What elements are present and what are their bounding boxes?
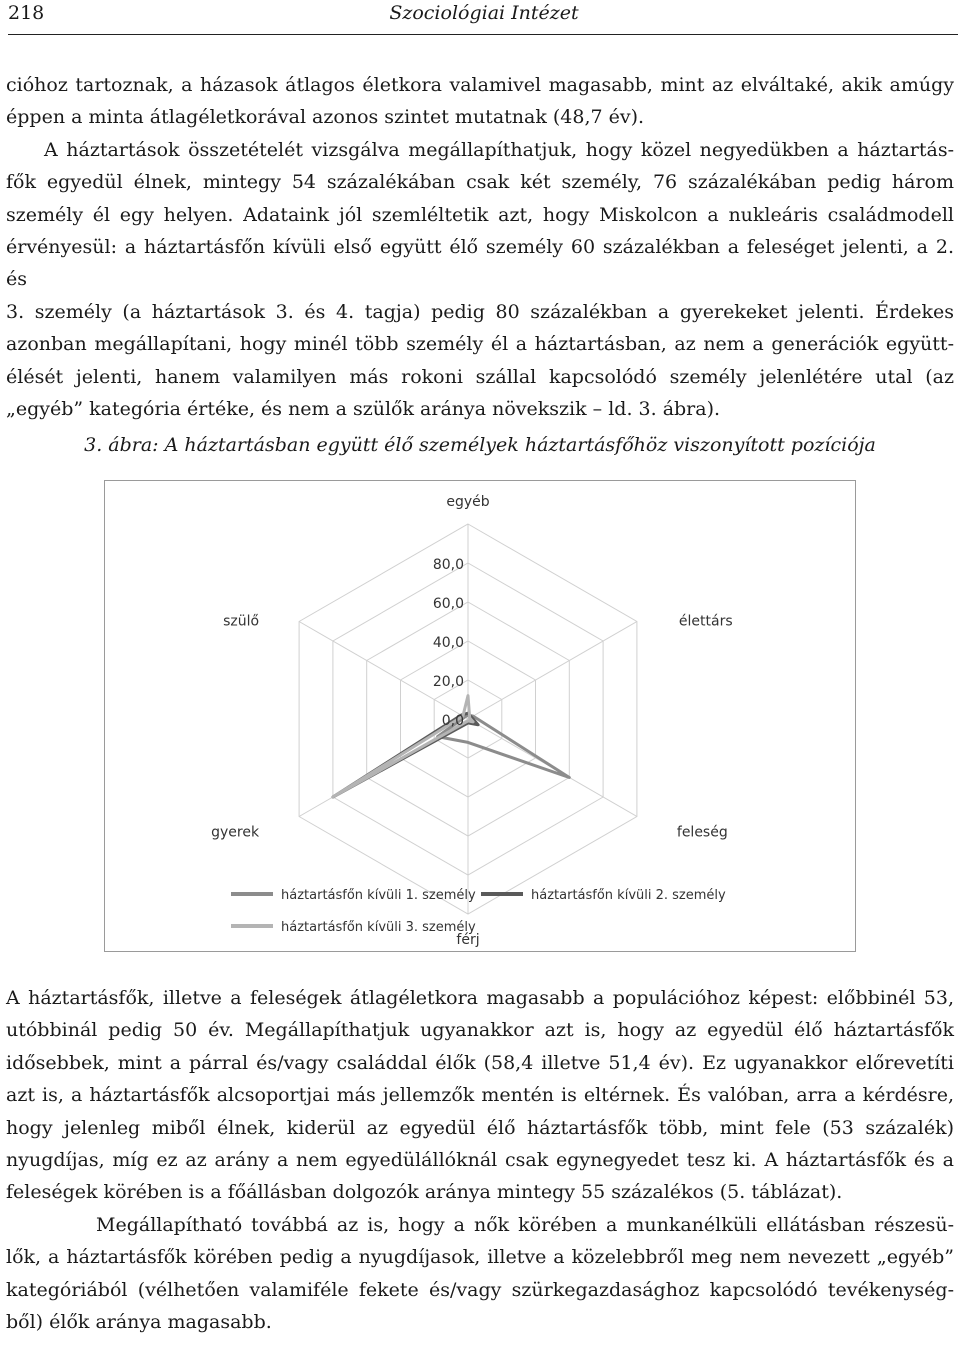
legend-label: háztartásfőn kívüli 2. személy [531,888,726,903]
figure-caption: 3. ábra: A háztartásban együtt élő személyek háztartásfőhöz viszonyított pozíciója [84,434,876,456]
grid-spoke [468,622,637,720]
category-label: feleség [676,824,728,841]
legend-label: háztartásfőn kívüli 1. személy [281,888,476,903]
tick-label: 80,0 [432,557,464,573]
chart-grid [299,524,637,914]
page-header [4,0,954,36]
radar-chart-frame [104,480,856,952]
text-line: ből) élők aránya magasabb. [6,1311,272,1334]
text-line: 3. személy (a háztartások 3. és 4. tagja) pedig 80 százalékban a gyerekeket jelenti. Érdekes [6,300,954,323]
text-line: érvényesül: a háztartásfőn kívüli első együtt élő személy 60 százalékban a feleséget jelenti, a 2. és [6,236,954,291]
category-label: férj [456,932,480,948]
text-line: élését jelenti, hanem valamilyen más rokoni szállal kapcsolódó személy jelenlétére utal (az [6,365,954,388]
text-line: Megállapítható továbbá az is, hogy a nők körében a munkanélküli ellátásban részesü- [96,1213,954,1236]
text-line: azt is, a háztartásfők alcsoportjai más jellemzők mentén is eltérnek. És valóban, arra a kérdésre, [6,1084,954,1107]
tick-label: 40,0 [432,635,464,651]
header-rule [8,34,958,35]
text-line: cióhoz tartoznak, a házasok átlagos életkora valamivel magasabb, mint az elváltaké, akik amúgy [6,74,954,96]
category-label: gyerek [211,824,260,841]
category-label: egyéb [446,494,490,510]
text-line: utóbbinál pedig 50 év. Megállapíthatjuk ugyanakkor azt is, hogy az egyedül élő háztartásfők [6,1019,954,1042]
legend-label: háztartásfőn kívüli 3. személy [281,920,476,935]
category-label: szülő [223,613,260,630]
text-line: fők egyedül élnek, mintegy 54 százalékában csak két személy, 76 százalékában pedig három [6,171,954,194]
text-line: A háztartásfők, illetve a feleségek átlagéletkora magasabb a populációhoz képest: előbbinél 53, [6,987,954,1009]
tick-label: 60,0 [432,596,464,612]
text-line: éppen a minta átlagéletkorával azonos szintet mutatnak (48,7 év). [6,106,645,129]
text-line: azonban megállapítani, hogy minél több személy él a háztartásban, az nem a generációk együtt- [6,333,954,356]
tick-label: 0,0 [441,713,464,729]
text-line: „egyéb” kategória értéke, és nem a szülők aránya növekszik – ld. 3. ábra). [6,398,721,421]
running-head: Szociológiai Intézet [389,2,579,24]
paragraph-2 [6,982,954,1338]
page-number: 218 [8,2,45,24]
text-line: A háztartások összetételét vizsgálva megállapíthatjuk, hogy közel negyedükben a háztartás- [44,138,954,161]
category-label: élettárs [678,613,733,630]
text-line: hogy jelenleg miből élnek, kiderül az egyedül élő háztartásfők több, mint fele (53 százalék) [6,1116,954,1139]
chart-legend [231,888,726,935]
chart-series [333,696,569,797]
text-line: személy él egy helyen. Adataink jól szemléltetik azt, hogy Miskolcon a nukleáris családmodell [6,203,954,226]
paragraph-1 [6,69,954,425]
text-line: idősebbek, mint a párral és/vagy családdal élők (58,4 illetve 51,4 év). Ez ugyanakkor előrevetíti [6,1051,954,1074]
radar-chart [105,481,855,951]
series-line-3 [333,696,473,797]
text-line: nyugdíjas, míg ez az arány a nem egyedülállóknál csak egynegyedet tesz ki. A háztartásfők és a [6,1149,954,1172]
text-line: feleségek körében is a főállásban dolgozók aránya mintegy 55 százalékos (5. táblázat). [6,1181,843,1204]
tick-label: 20,0 [432,674,464,690]
text-line: kategóriából (vélhetően valamiféle fekete és/vagy szürkegazdasághoz kapcsolódó tevékenység- [6,1278,954,1301]
text-line: lők, a háztartásfők körében pedig a nyugdíjasok, illetve a közelebbről meg nem nevezett „egyéb” [6,1246,954,1269]
